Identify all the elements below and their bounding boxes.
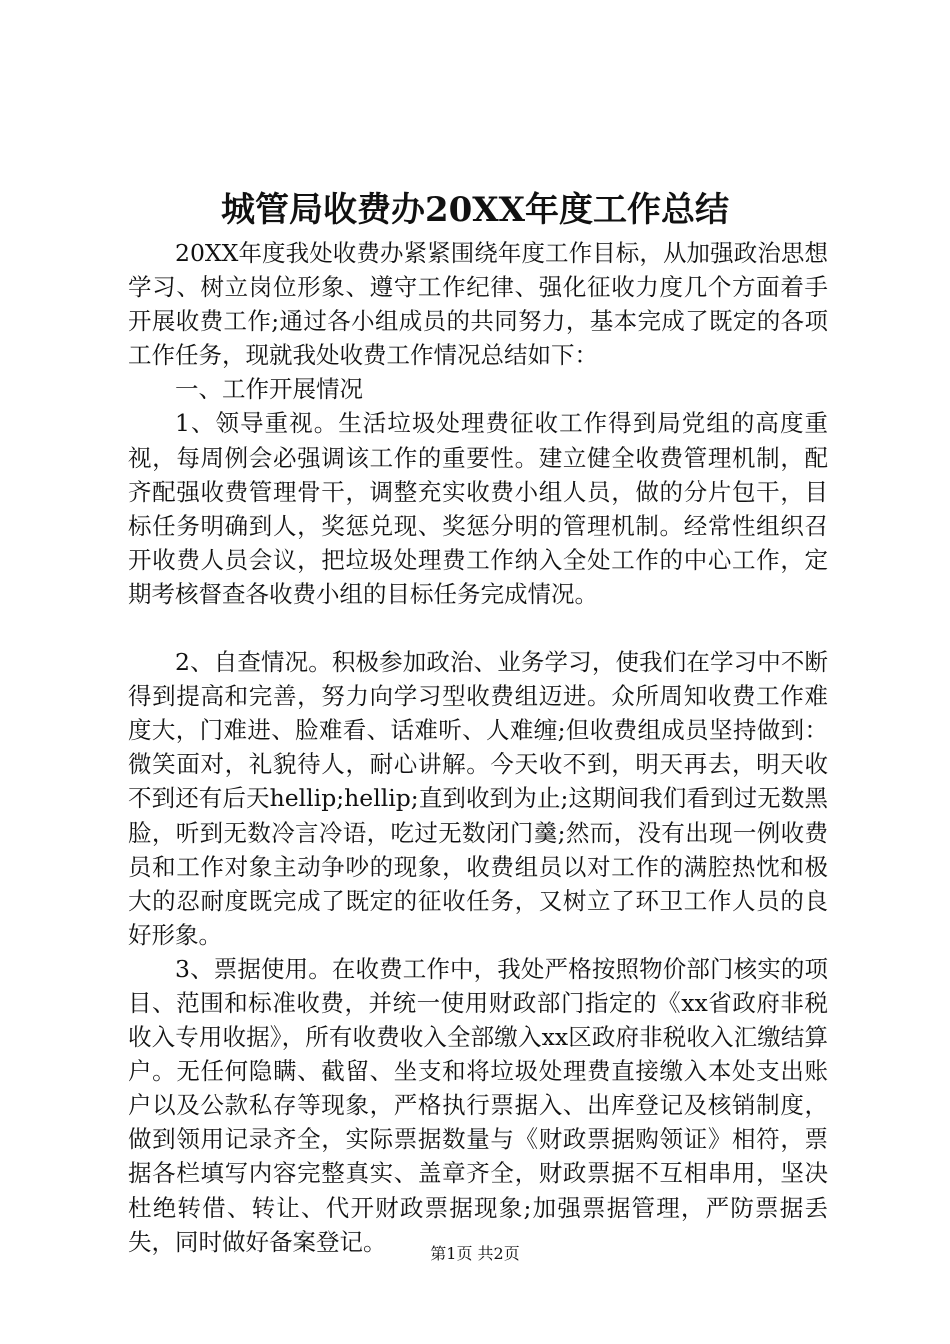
paragraph-self-inspection: 2、自查情况。积极参加政治、业务学习，使我们在学习中不断得到提高和完善，努力向学习型收费组迈进。众所周知收费工作难度大，门难进、脸难看、话难听、人难缠;但收费组成员坚持做到：微笑面对，礼貌待人，耐心讲解。今天收不到，明天再去，明天收不到还有后天hellip;hellip;直到收到为止;这期间我们看到过无数黑脸，听到无数冷言冷语，吃过无数闭门羹;然而，没有出现一例收费员和工作对象主动争吵的现象，收费组员以对工作的满腔热忱和极大的忍耐度既完成了既定的征收任务，又树立了环卫工作人员的良好形象。 xyxy=(128,648,828,949)
intro-paragraph: 20XX年度我处收费办紧紧围绕年度工作目标，从加强政治思想学习、树立岗位形象、遵守工作纪律、强化征收力度几个方面着手开展收费工作;通过各小组成员的共同努力，基本完成了既定的各项工作任务，现就我处收费工作情况总结如下： xyxy=(128,239,828,370)
section-heading: 一、工作开展情况 xyxy=(175,375,363,404)
paragraph-receipt-usage: 3、票据使用。在收费工作中，我处严格按照物价部门核实的项目、范围和标准收费，并统一使用财政部门指定的《xx省政府非税收入专用收据》，所有收费收入全部缴入xx区政府非税收入汇缴结算户。无任何隐瞒、截留、坐支和将垃圾处理费直接缴入本处支出账户以及公款私存等现象，严格执行票据入、出库登记及核销制度，做到领用记录齐全，实际票据数量与《财政票据购领证》相符，票据各栏填写内容完整真实、盖章齐全，财政票据不互相串用，坚决杜绝转借、转让、代开财政票据现象;加强票据管理，严防票据丢失，同时做好备案登记。 xyxy=(128,954,828,1256)
document-body xyxy=(128,236,828,1259)
paragraph-leadership: 1、领导重视。生活垃圾处理费征收工作得到局党组的高度重视，每周例会必强调该工作的重要性。建立健全收费管理机制，配齐配强收费管理骨干，调整充实收费小组人员，做的分片包干，目标任务明确到人，奖惩兑现、奖惩分明的管理机制。经常性组织召开收费人员会议，把垃圾处理费工作纳入全处工作的中心工作，定期考核督查各收费小组的目标任务完成情况。 xyxy=(128,409,828,608)
page-title: 城管局收费办20XX年度工作总结 xyxy=(220,190,730,230)
page-footer: 第1页 共2页 xyxy=(430,1244,520,1263)
